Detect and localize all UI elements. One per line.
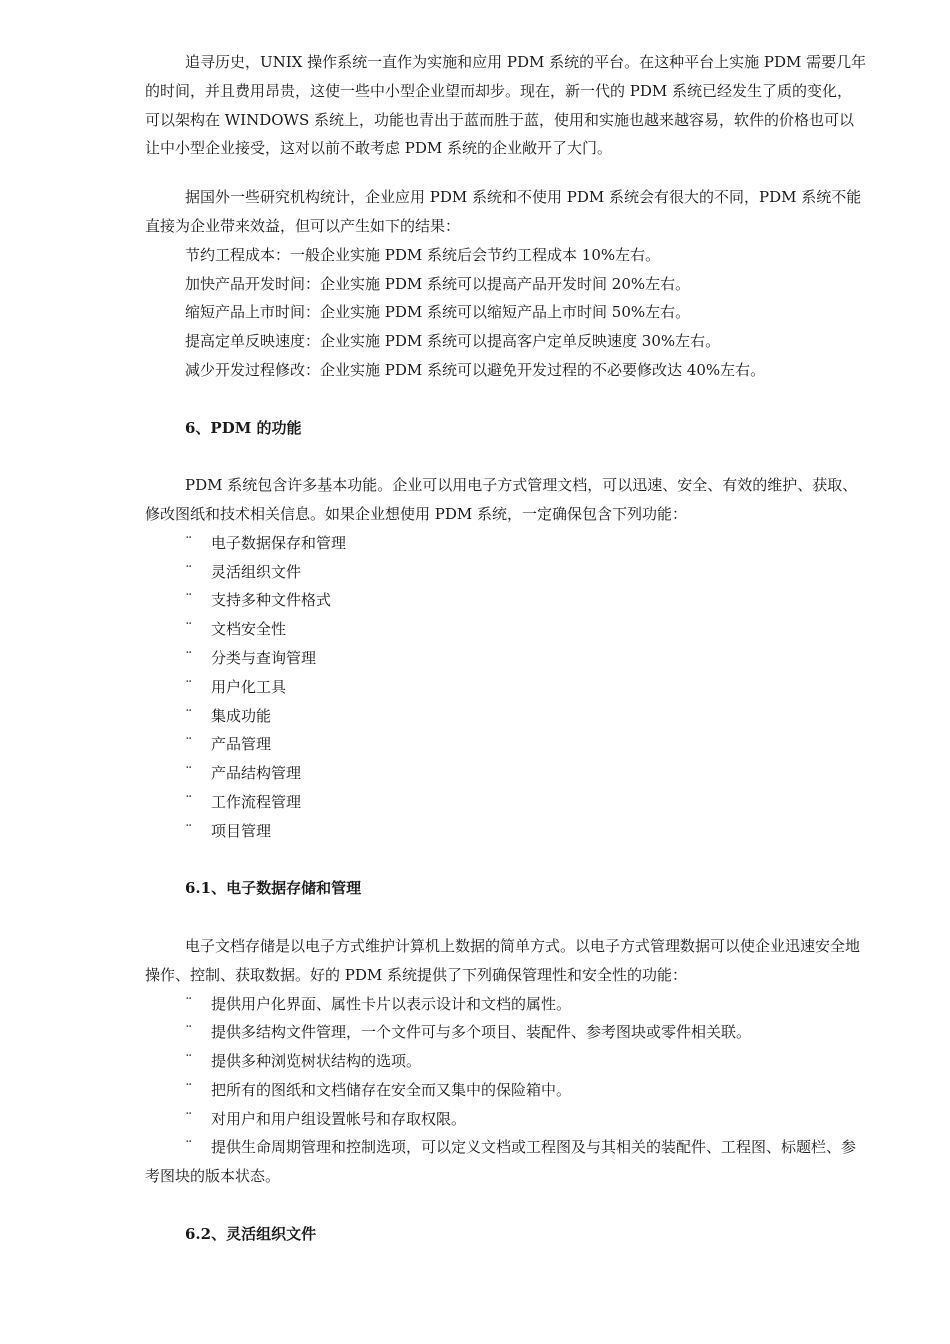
list-item: ¨ 文档安全性 [145, 615, 867, 644]
list-item: ¨ 产品管理 [145, 730, 867, 759]
list-item: ¨ 产品结构管理 [145, 759, 867, 788]
section-heading: 6.2、灵活组织文件 [185, 1224, 317, 1243]
result-line: 节约工程成本：一般企业实施 PDM 系统后会节约工程成本 10%左右。 [185, 245, 661, 264]
section-heading: 6.1、电子数据存储和管理 [185, 879, 362, 898]
section-intro: 电子文档存储是以电子方式维护计算机上数据的简单方式。以电子方式管理数据可以使企业迅速安全地操作、控制、获取数据。好的 PDM 系统提供了下列确保管理性和安全性的功能： [145, 936, 861, 984]
list-item: ¨ 集成功能 [145, 702, 867, 731]
list-item: ¨ 提供多种浏览树状结构的选项。 [145, 1047, 867, 1076]
bullet-mark-icon: ¨ [185, 562, 193, 581]
list-item: ¨ 提供多结构文件管理，一个文件可与多个项目、装配件、参考图块或零件相关联。 [145, 1018, 867, 1047]
list-item: ¨ 提供生命周期管理和控制选项，可以定义文档或工程图及与其相关的装配件、工程图、标题栏、参考图块的版本状态。 [145, 1133, 867, 1191]
result-line: 提高定单反映速度：企业实施 PDM 系统可以提高客户定单反映速度 30%左右。 [185, 332, 721, 351]
result-line: 减少开发过程修改：企业实施 PDM 系统可以避免开发过程的不必要修改达 40%左右。 [185, 360, 766, 379]
list-item: ¨ 灵活组织文件 [145, 558, 867, 587]
bullet-mark-icon: ¨ [185, 591, 193, 610]
bullet-mark-icon: ¨ [185, 706, 193, 725]
list-item: ¨ 工作流程管理 [145, 788, 867, 817]
paragraph-statistics: 据国外一些研究机构统计，企业应用 PDM 系统和不使用 PDM 系统会有很大的不同，PDM 系统不能直接为企业带来效益，但可以产生如下的结果： [145, 188, 862, 235]
bullet-mark-icon: ¨ [185, 735, 193, 754]
document-page [145, 48, 867, 1249]
bullet-mark-icon: ¨ [185, 764, 193, 783]
list-item: ¨ 分类与查询管理 [145, 644, 867, 673]
paragraph-history: 追寻历史，UNIX 操作系统一直作为实施和应用 PDM 系统的平台。在这种平台上实施 PDM 需要几年的时间，并且费用昂贵，这使一些中小型企业望而却步。现在，新一代的 PDM 系统已经发生了质的变化，可以架构在 WINDOWS 系统上，功能也青出于蓝而胜于蓝，使用和实施也越来越容易，软件的价格也可以让中小型企业接受，这对以前不敢考虑 PDM 系统的企业敞开了大门。 [145, 53, 867, 158]
feature-list [145, 529, 867, 846]
bullet-mark-icon: ¨ [185, 1080, 193, 1099]
list-item: ¨ 电子数据保存和管理 [145, 529, 867, 558]
result-line: 缩短产品上市时间：企业实施 PDM 系统可以缩短产品上市时间 50%左右。 [185, 303, 691, 322]
bullet-mark-icon: ¨ [185, 1023, 193, 1042]
bullet-mark-icon: ¨ [185, 1138, 193, 1157]
section-heading: 6、PDM 的功能 [185, 418, 302, 437]
list-item: ¨ 项目管理 [145, 817, 867, 846]
bullet-mark-icon: ¨ [185, 620, 193, 639]
section-intro: PDM 系统包含许多基本功能。企业可以用电子方式管理文档，可以迅速、安全、有效的维护、获取、修改图纸和技术相关信息。如果企业想使用 PDM 系统，一定确保包含下列功能： [145, 476, 858, 523]
bullet-mark-icon: ¨ [185, 821, 193, 840]
list-item: ¨ 把所有的图纸和文档储存在安全而又集中的保险箱中。 [145, 1076, 867, 1105]
list-item: ¨ 支持多种文件格式 [145, 586, 867, 615]
list-item: ¨ 对用户和用户组设置帐号和存取权限。 [145, 1105, 867, 1134]
function-list [145, 990, 867, 1192]
list-item: ¨ 用户化工具 [145, 673, 867, 702]
bullet-mark-icon: ¨ [185, 533, 193, 552]
bullet-mark-icon: ¨ [185, 648, 193, 667]
bullet-mark-icon: ¨ [185, 1052, 193, 1071]
list-item: ¨ 提供用户化界面、属性卡片以表示设计和文档的属性。 [145, 990, 867, 1019]
result-line: 加快产品开发时间：企业实施 PDM 系统可以提高产品开发时间 20%左右。 [185, 274, 691, 293]
bullet-mark-icon: ¨ [185, 994, 193, 1013]
bullet-mark-icon: ¨ [185, 677, 193, 696]
bullet-mark-icon: ¨ [185, 792, 193, 811]
bullet-mark-icon: ¨ [185, 1109, 193, 1128]
